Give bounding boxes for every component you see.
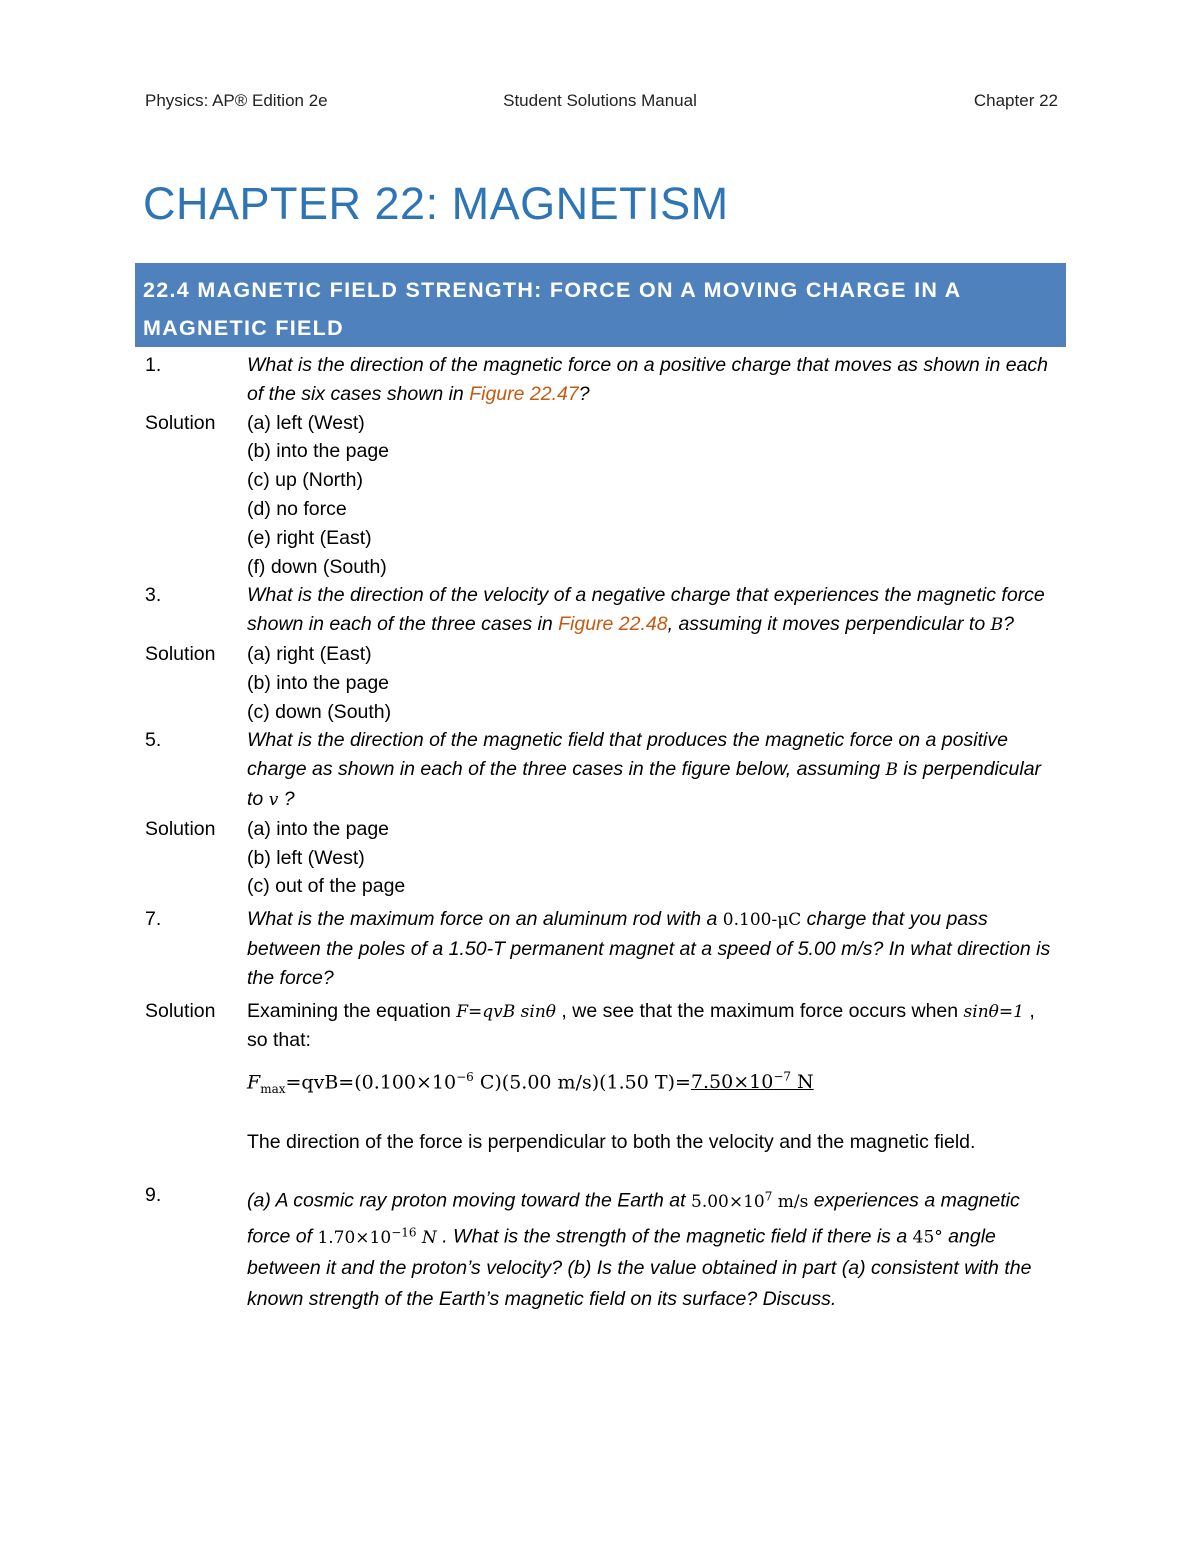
solution-label: Solution: [145, 642, 216, 665]
header-left: Physics: AP® Edition 2e: [145, 91, 328, 110]
solution-conclusion: The direction of the force is perpendicular to both the velocity and the magnetic field.: [247, 1131, 976, 1154]
header-right: Chapter 22: [973, 91, 1058, 110]
question-text-part: What is the direction of the magnetic force on a positive charge that moves as shown in each of the six cases shown in: [247, 354, 1049, 405]
answer-item: (a) into the page: [247, 817, 390, 840]
answer-item: (e) right (East): [247, 526, 372, 549]
eq-result-exponent: −7: [773, 1070, 792, 1085]
question-text: [247, 581, 1060, 640]
section-title: 22.4 MAGNETIC FIELD STRENGTH: FORCE ON A MOVING CHARGE IN A MAGNETIC FIELD: [143, 278, 961, 340]
question-text-part: angle between it and the proton’s velocity? (b) Is the value obtained in part (a) consistent with the known strength of the Earth’s magnetic field on its surface? Discuss.: [247, 1225, 1032, 1310]
eq-result-unit: N: [791, 1071, 814, 1094]
question-text: [247, 905, 1060, 992]
solution-paragraph: [247, 997, 1060, 1056]
question-text-part: ?: [1003, 613, 1014, 636]
question-text-part: experiences a magnetic force of: [247, 1189, 1020, 1248]
display-equation: [247, 1055, 1060, 1104]
solution-label: Solution: [145, 999, 216, 1022]
chapter-title: CHAPTER 22: MAGNETISM: [143, 178, 729, 229]
solution-7: [145, 997, 1060, 1157]
question-text: [247, 726, 1060, 814]
answer-item: (b) into the page: [247, 671, 390, 694]
answer-item: (f) down (South): [247, 555, 387, 578]
eq-result-value: 7.50×10: [690, 1071, 774, 1094]
question-text: [247, 1181, 1060, 1314]
answer-item: (c) down (South): [247, 700, 392, 723]
question-text-part: , assuming it moves perpendicular to: [667, 613, 991, 636]
math-charge: 0.100-μC: [722, 910, 802, 931]
answer-list: [247, 815, 1060, 901]
eq-exponent: −6: [456, 1070, 474, 1085]
document-body: [145, 351, 1060, 1314]
answer-item: (a) right (East): [247, 642, 372, 665]
solution-label: Solution: [145, 817, 216, 840]
question-text-part: is perpendicular to: [247, 758, 1042, 810]
question-text-part: What is the maximum force on an aluminum rod with a: [247, 908, 723, 931]
figure-link[interactable]: Figure 22.47: [469, 382, 579, 405]
header-center: Student Solutions Manual: [503, 91, 697, 110]
answer-list: [247, 640, 1060, 726]
solution-text-part: Examining the equation: [247, 999, 457, 1022]
eq-symbol: F: [247, 1071, 261, 1094]
question-text-part: ?: [578, 382, 590, 405]
section-heading-bar: [135, 263, 1066, 347]
math-speed: [691, 1188, 809, 1212]
eq-part: =qvB=(0.100×10: [285, 1071, 457, 1094]
question-1: [145, 351, 1060, 409]
question-text-part: ?: [278, 787, 295, 810]
math-equation: sinθ=1: [963, 1001, 1024, 1022]
question-number: 7.: [145, 908, 162, 931]
question-5: [145, 726, 1060, 814]
question-number: 1.: [145, 354, 162, 376]
math-value: 5.00×10: [691, 1191, 765, 1212]
math-symbol: B: [885, 760, 898, 781]
question-text-part: What is the direction of the magnetic field that produces the magnetic force on a positive charge as shown in each of the three cases in the figure below, assuming: [247, 729, 1008, 781]
question-text-part: . What is the strength of the magnetic field if there is a: [436, 1225, 913, 1248]
solution-3: [145, 640, 1060, 726]
eq-subscript: max: [260, 1082, 286, 1097]
answer-item: (a) left (West): [247, 411, 365, 434]
question-number: 9.: [145, 1183, 162, 1206]
math-unit: m/s: [772, 1191, 809, 1212]
figure-link[interactable]: Figure 22.48: [558, 613, 668, 636]
answer-item: (d) no force: [247, 497, 347, 520]
question-9: [145, 1181, 1060, 1314]
eq-part: C)(5.00 m/s)(1.50 T)=: [473, 1071, 691, 1094]
question-text-part: (a) A cosmic ray proton moving toward the Earth at: [247, 1189, 691, 1212]
math-force: [317, 1225, 437, 1248]
answer-list: [247, 409, 1060, 582]
question-number: 5.: [145, 729, 162, 752]
solution-text-part: , we see that the maximum force occurs when: [556, 999, 964, 1022]
math-value: 1.70×10: [317, 1227, 392, 1248]
math-equation: F=qvB sinθ: [456, 1001, 557, 1022]
math-angle: 45°: [912, 1227, 943, 1248]
math-symbol: v: [268, 789, 279, 810]
solution-1: [145, 409, 1060, 582]
question-text-part: charge that you pass between the poles of a 1.50-T permanent magnet at a speed of 5.00 m/s? In what direction is the force?: [247, 908, 1051, 989]
question-text-part: What is the direction of the velocity of a negative charge that experiences the magnetic force shown in each of the three cases in: [247, 584, 1045, 636]
answer-item: (c) up (North): [247, 469, 363, 492]
solution-text-part: , so that:: [247, 999, 1035, 1052]
solution-label: Solution: [145, 411, 216, 434]
question-3: [145, 581, 1060, 640]
math-exponent: −16: [391, 1225, 417, 1239]
answer-item: (c) out of the page: [247, 875, 406, 898]
answer-item: (b) into the page: [247, 440, 390, 463]
question-text: [247, 351, 1060, 409]
solution-text: [247, 997, 1060, 1157]
math-symbol: B: [990, 615, 1004, 636]
solution-5: [145, 815, 1060, 901]
answer-item: (b) left (West): [247, 846, 365, 869]
eq-result: [691, 1071, 814, 1093]
question-7: [145, 905, 1060, 992]
math-exponent: 7: [764, 1188, 773, 1203]
math-unit: N: [416, 1227, 437, 1248]
question-number: 3.: [145, 584, 162, 607]
